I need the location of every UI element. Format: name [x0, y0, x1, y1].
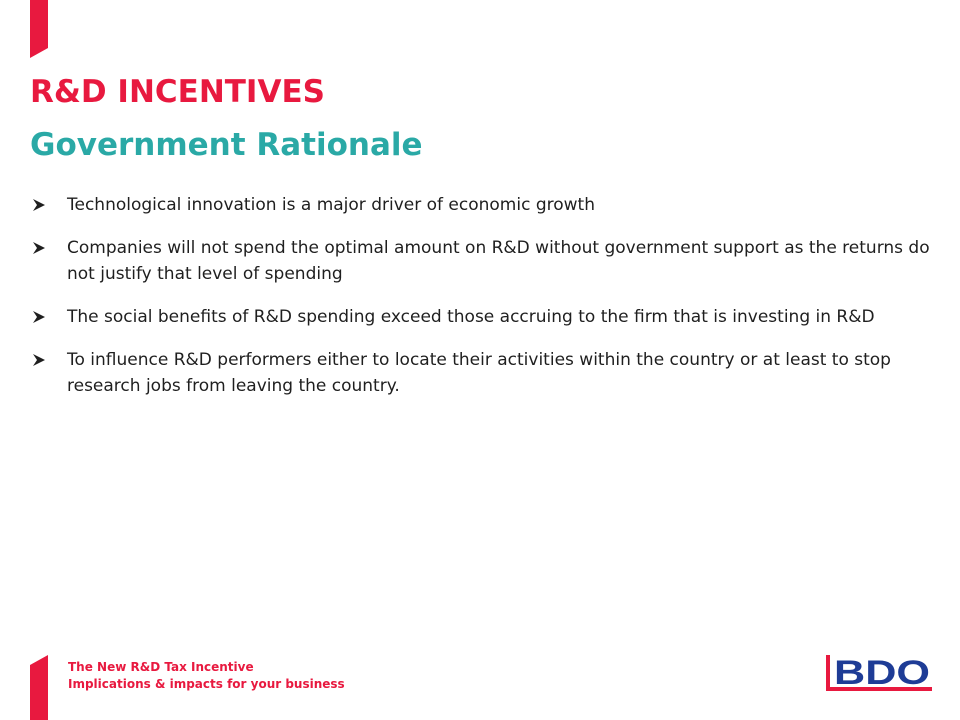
bullet-text: The social benefits of R&D spending exceed those accruing to the firm that is investing in R&D — [67, 307, 875, 327]
bullet-text: Companies will not spend the optimal amount on R&D without government support as the returns do not justify that level of spending — [67, 238, 930, 284]
page-subtitle: Government Rationale — [30, 127, 423, 163]
bullet-item — [30, 304, 930, 330]
bullet-list — [30, 192, 930, 416]
bullet-text: To influence R&D performers either to locate their activities within the country or at least to stop research jobs from leaving the country. — [67, 350, 891, 396]
top-accent-shape — [30, 0, 48, 58]
bullet-text: Technological innovation is a major driver of economic growth — [67, 195, 595, 215]
bottom-accent-shape — [30, 655, 48, 720]
logo-red-bar — [826, 655, 830, 691]
arrowhead-bullet-icon — [32, 347, 48, 373]
bullet-item — [30, 347, 930, 399]
logo-text: BDO — [834, 654, 930, 692]
footer-line-2: Implications & impacts for your business — [68, 677, 345, 691]
top-accent-bar — [30, 0, 48, 58]
arrowhead-bullet-icon — [32, 192, 48, 218]
footer-text — [68, 659, 345, 693]
arrowhead-bullet-icon — [32, 304, 48, 330]
bullet-item — [30, 235, 930, 287]
page-title: R&D INCENTIVES — [30, 74, 325, 110]
bullet-item — [30, 192, 930, 218]
bdo-logo — [826, 653, 932, 695]
footer-line-1: The New R&D Tax Incentive — [68, 660, 254, 674]
bottom-accent-bar — [30, 655, 48, 720]
arrowhead-bullet-icon — [32, 235, 48, 261]
